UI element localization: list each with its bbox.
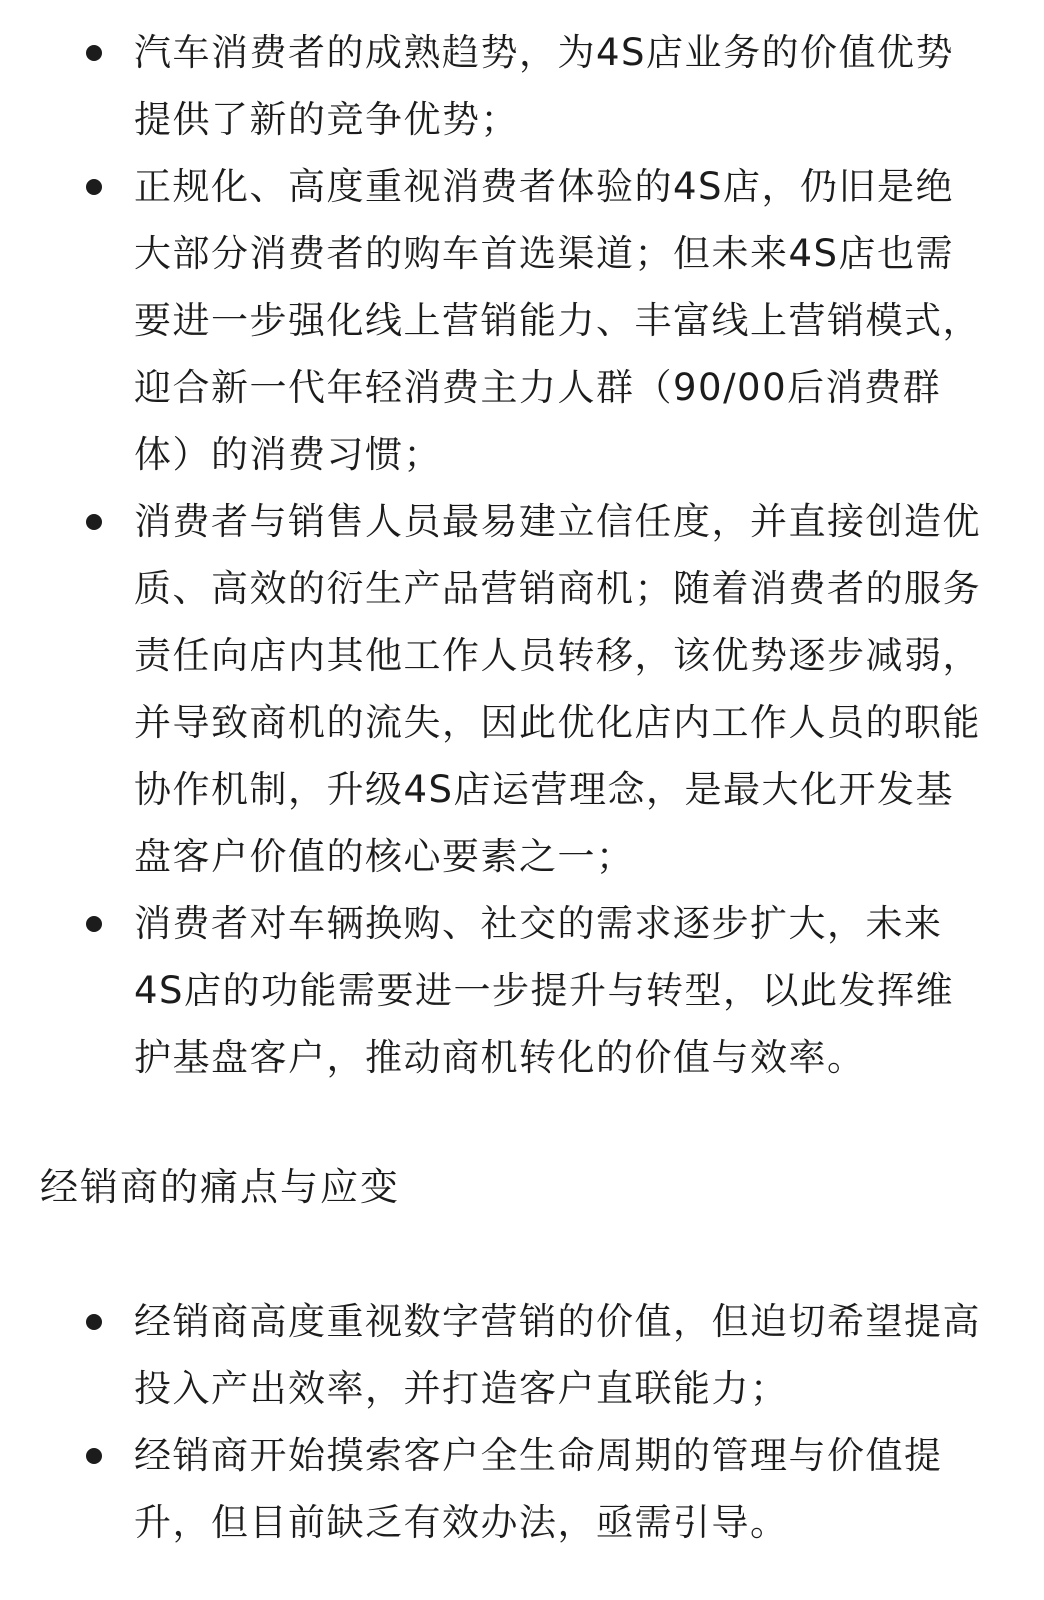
list-item — [0, 19, 1044, 153]
list-item — [0, 1288, 1044, 1422]
list-item — [0, 488, 1044, 890]
list-item-text: 经销商开始摸索客户全生命周期的管理与价值提升，但目前缺乏有效办法，亟需引导。 — [134, 1434, 943, 1544]
list-item-text: 汽车消费者的成熟趋势，为4S店业务的价值优势提供了新的竞争优势； — [134, 31, 955, 141]
section-heading: 经销商的痛点与应变 — [40, 1165, 401, 1209]
consumer-trends-list — [0, 19, 1044, 1091]
bullet-icon — [86, 514, 102, 530]
bullet-icon — [86, 916, 102, 932]
bullet-icon — [86, 1314, 102, 1330]
list-item-text: 正规化、高度重视消费者体验的4S店，仍旧是绝大部分消费者的购车首选渠道；但未来4S店也需要进一步强化线上营销能力、丰富线上营销模式，迎合新一代年轻消费主力人群（90/00后消费群体）的消费习惯； — [134, 165, 981, 476]
list-item-text: 消费者与销售人员最易建立信任度，并直接创造优质、高效的衍生产品营销商机；随着消费者的服务责任向店内其他工作人员转移，该优势逐步减弱，并导致商机的流失，因此优化店内工作人员的职能协作机制，升级4S店运营理念，是最大化开发基盘客户价值的核心要素之一； — [134, 500, 981, 878]
list-item — [0, 153, 1044, 488]
list-item-text: 经销商高度重视数字营销的价值，但迫切希望提高投入产出效率，并打造客户直联能力； — [134, 1300, 981, 1410]
list-item — [0, 1422, 1044, 1556]
list-item — [0, 890, 1044, 1091]
bullet-icon — [86, 45, 102, 61]
list-item-text: 消费者对车辆换购、社交的需求逐步扩大，未来4S店的功能需要进一步提升与转型，以此发挥维护基盘客户，推动商机转化的价值与效率。 — [134, 902, 955, 1079]
bullet-icon — [86, 179, 102, 195]
bullet-icon — [86, 1448, 102, 1464]
dealer-pain-points-list — [0, 1288, 1044, 1556]
